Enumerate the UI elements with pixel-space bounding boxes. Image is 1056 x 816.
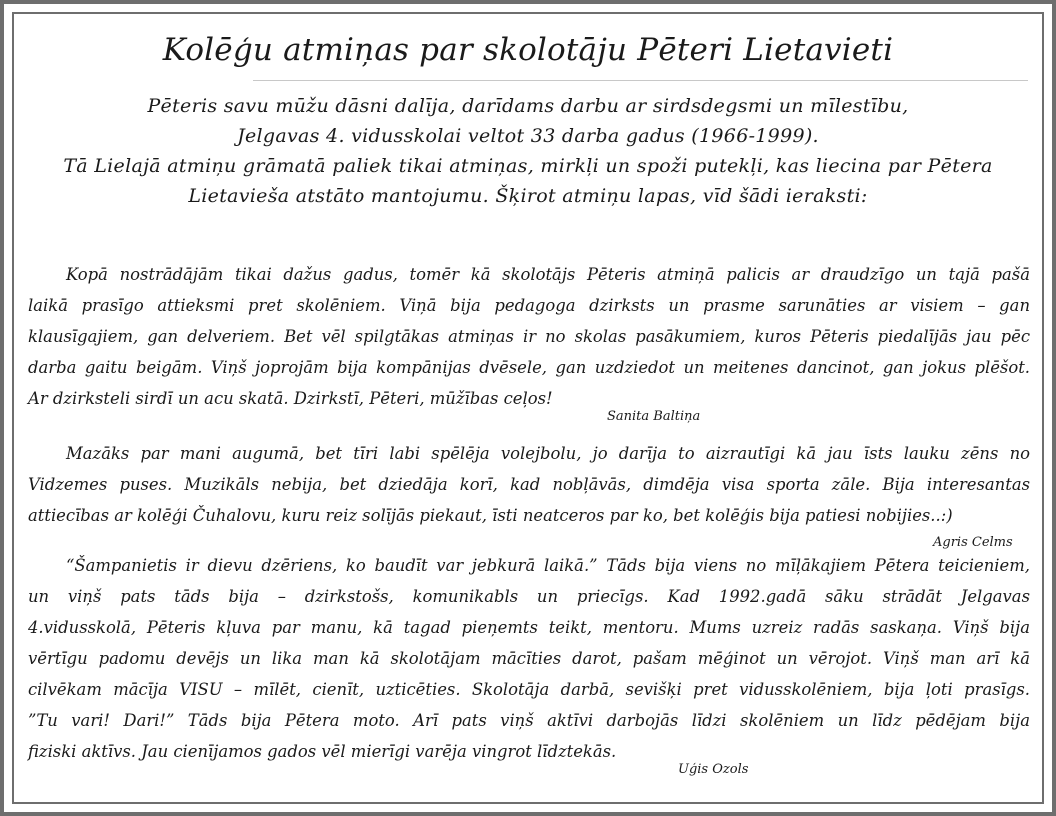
- memory-line: cilvēkam mācīja VISU – mīlēt, cienīt, uzticēties. Skolotāja darbā, sevišķi pret vidusskolēniem, bija ļoti prasīgs.: [28, 680, 1030, 699]
- author-signature: Agris Celms: [933, 535, 1013, 550]
- memory-line: darba gaitu beigām. Viņš joprojām bija kompānijas dvēsele, gan uzdziedot un meitenes dancinot, gan jokus plēšot.: [28, 358, 1030, 377]
- memory-line: ”Tu vari! Dari!” Tāds bija Pētera moto. Arī pats viņš aktīvi darbojās līdzi skolēniem un līdz pēdējam bija: [28, 711, 1030, 730]
- memory-line: Kopā nostrādājām tikai dažus gadus, tomēr kā skolotājs Pēteris atmiņā palicis ar draudzīgo un tajā pašā: [66, 265, 1030, 284]
- memory-line: laikā prasīgo attieksmi pret skolēniem. Viņā bija pedagoga dzirksts un prasme sarunāties ar visiem – gan: [28, 296, 1030, 315]
- memory-line: 4.vidusskolā, Pēteris kļuva par manu, kā tagad pieņemts teikt, mentoru. Mums uzreiz radās saskaņa. Viņš bija: [28, 618, 1030, 637]
- author-signature: Sanita Baltiņa: [607, 409, 701, 424]
- memory-line: un viņš pats tāds bija – dzirkstošs, komunikabls un priecīgs. Kad 1992.gadā sāku strādāt Jelgavas: [28, 587, 1030, 606]
- memory-line: fiziski aktīvs. Jau cienījamos gados vēl mierīgi varēja vingrot līdztekās.: [28, 742, 617, 761]
- intro-line: Jelgavas 4. vidusskolai veltot 33 darba gadus (1966-1999).: [237, 125, 819, 147]
- intro-line: Pēteris savu mūžu dāsni dalīja, darīdams darbu ar sirdsdegsmi un mīlestību,: [147, 95, 909, 117]
- memory-sanita: [28, 259, 1030, 414]
- memory-line: Ar dzirksteli sirdī un acu skatā. Dzirkstī, Pēteri, mūžības ceļos!: [28, 389, 553, 408]
- memory-line: Vidzemes puses. Muzikāls nebija, bet dziedāja korī, kad nobļāvās, dimdēja visa sporta zāle. Bija interesantas: [28, 475, 1030, 494]
- page-title: Kolēģu atmiņas par skolotāju Pēteri Lietavieti: [162, 32, 894, 68]
- title-divider: [253, 80, 1028, 81]
- memory-line: “Šampanietis ir dievu dzēriens, ko baudīt var jebkurā laikā.” Tāds bija viens no mīļākajiem Pētera teicieniem,: [66, 556, 1030, 575]
- memory-line: klausīgajiem, gan delveriem. Bet vēl spilgtākas atmiņas ir no skolas pasākumiem, kuros Pēteris piedalījās jau pēc: [28, 327, 1030, 346]
- intro-text: [30, 91, 1026, 211]
- intro-line: Tā Lielajā atmiņu grāmatā paliek tikai atmiņas, mirkļi un spoži putekļi, kas liecina par Pētera: [63, 155, 993, 177]
- memory-ugis: [28, 550, 1030, 767]
- memory-agris: [28, 438, 1030, 531]
- author-signature: Uģis Ozols: [678, 762, 749, 777]
- intro-line: Lietavieša atstāto mantojumu. Šķirot atmiņu lapas, vīd šādi ieraksti:: [188, 185, 868, 207]
- memory-line: Mazāks par mani augumā, bet tīri labi spēlēja volejbolu, jo darīja to aizrautīgi kā jau īsts lauku zēns no: [66, 444, 1030, 463]
- memory-line: vērtīgu padomu devējs un lika man kā skolotājam mācīties darot, pašam mēģinot un vērojot. Viņš man arī kā: [28, 649, 1030, 668]
- memory-line: attiecības ar kolēģi Čuhalovu, kuru reiz solījās piekaut, īsti neatceros par ko, bet kolēģis bija patiesi nobijies..:): [28, 506, 953, 525]
